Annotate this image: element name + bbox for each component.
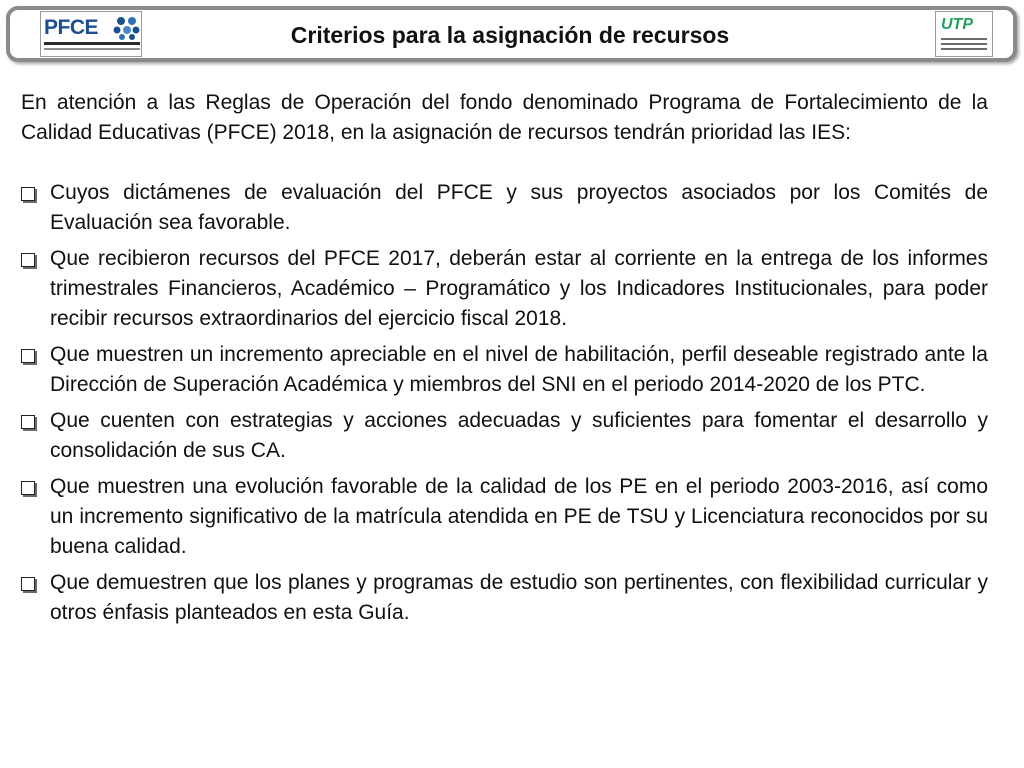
list-item (21, 406, 988, 466)
pfce-logo-text: PFCE (44, 16, 99, 39)
utp-caption-line (941, 38, 987, 40)
list-item (21, 178, 988, 238)
list-item (21, 244, 988, 334)
list-item-text: Que demuestren que los planes y programas de estudio son pertinentes, con flexibilidad curricular y otros énfasis planteados en esta Guía. (50, 571, 988, 624)
intro-paragraph: En atención a las Reglas de Operación del fondo denominado Programa de Fortalecimiento de la Calidad Educativas (PFCE) 2018, en la asignación de recursos tendrán prioridad las IES: (21, 91, 988, 144)
pfce-logo (40, 11, 142, 57)
checkbox-bullet-icon (21, 415, 35, 429)
page-title: Criterios para la asignación de recursos (290, 22, 730, 48)
checkbox-bullet-icon (21, 481, 35, 495)
list-item-text: Que muestren una evolución favorable de la calidad de los PE en el periodo 2003-2016, así como un incremento significativo de la matrícula atendida en PE de TSU y Licenciatura reconocidos por su buena calidad. (50, 475, 988, 558)
checkbox-bullet-icon (21, 349, 35, 363)
slide-content (21, 88, 988, 634)
utp-caption-line (941, 48, 987, 50)
criteria-list (21, 178, 988, 628)
list-item (21, 340, 988, 400)
utp-logo-text: UTP (941, 16, 973, 33)
checkbox-bullet-icon (21, 187, 35, 201)
pfce-dots-icon (113, 15, 141, 41)
utp-logo (935, 11, 993, 57)
list-item-text: Que recibieron recursos del PFCE 2017, deberán estar al corriente en la entrega de los informes trimestrales Financieros, Académico – Programático y los Indicadores Institucionales, para poder recibir recursos extraordinarios del ejercicio fiscal 2018. (50, 247, 988, 330)
list-item-text: Que cuenten con estrategias y acciones adecuadas y suficientes para fomentar el desarrollo y consolidación de sus CA. (50, 409, 988, 462)
list-item-text: Que muestren un incremento apreciable en el nivel de habilitación, perfil deseable registrado ante la Dirección de Superación Académica y miembros del SNI en el periodo 2014-2020 de los PTC. (50, 343, 988, 396)
pfce-caption-bar (44, 42, 140, 45)
checkbox-bullet-icon (21, 577, 35, 591)
pfce-caption-bar-2 (44, 48, 140, 50)
list-item-text: Cuyos dictámenes de evaluación del PFCE y sus proyectos asociados por los Comités de Evaluación sea favorable. (50, 181, 988, 234)
list-item (21, 472, 988, 562)
utp-caption-line (941, 43, 987, 45)
list-item (21, 568, 988, 628)
checkbox-bullet-icon (21, 253, 35, 267)
